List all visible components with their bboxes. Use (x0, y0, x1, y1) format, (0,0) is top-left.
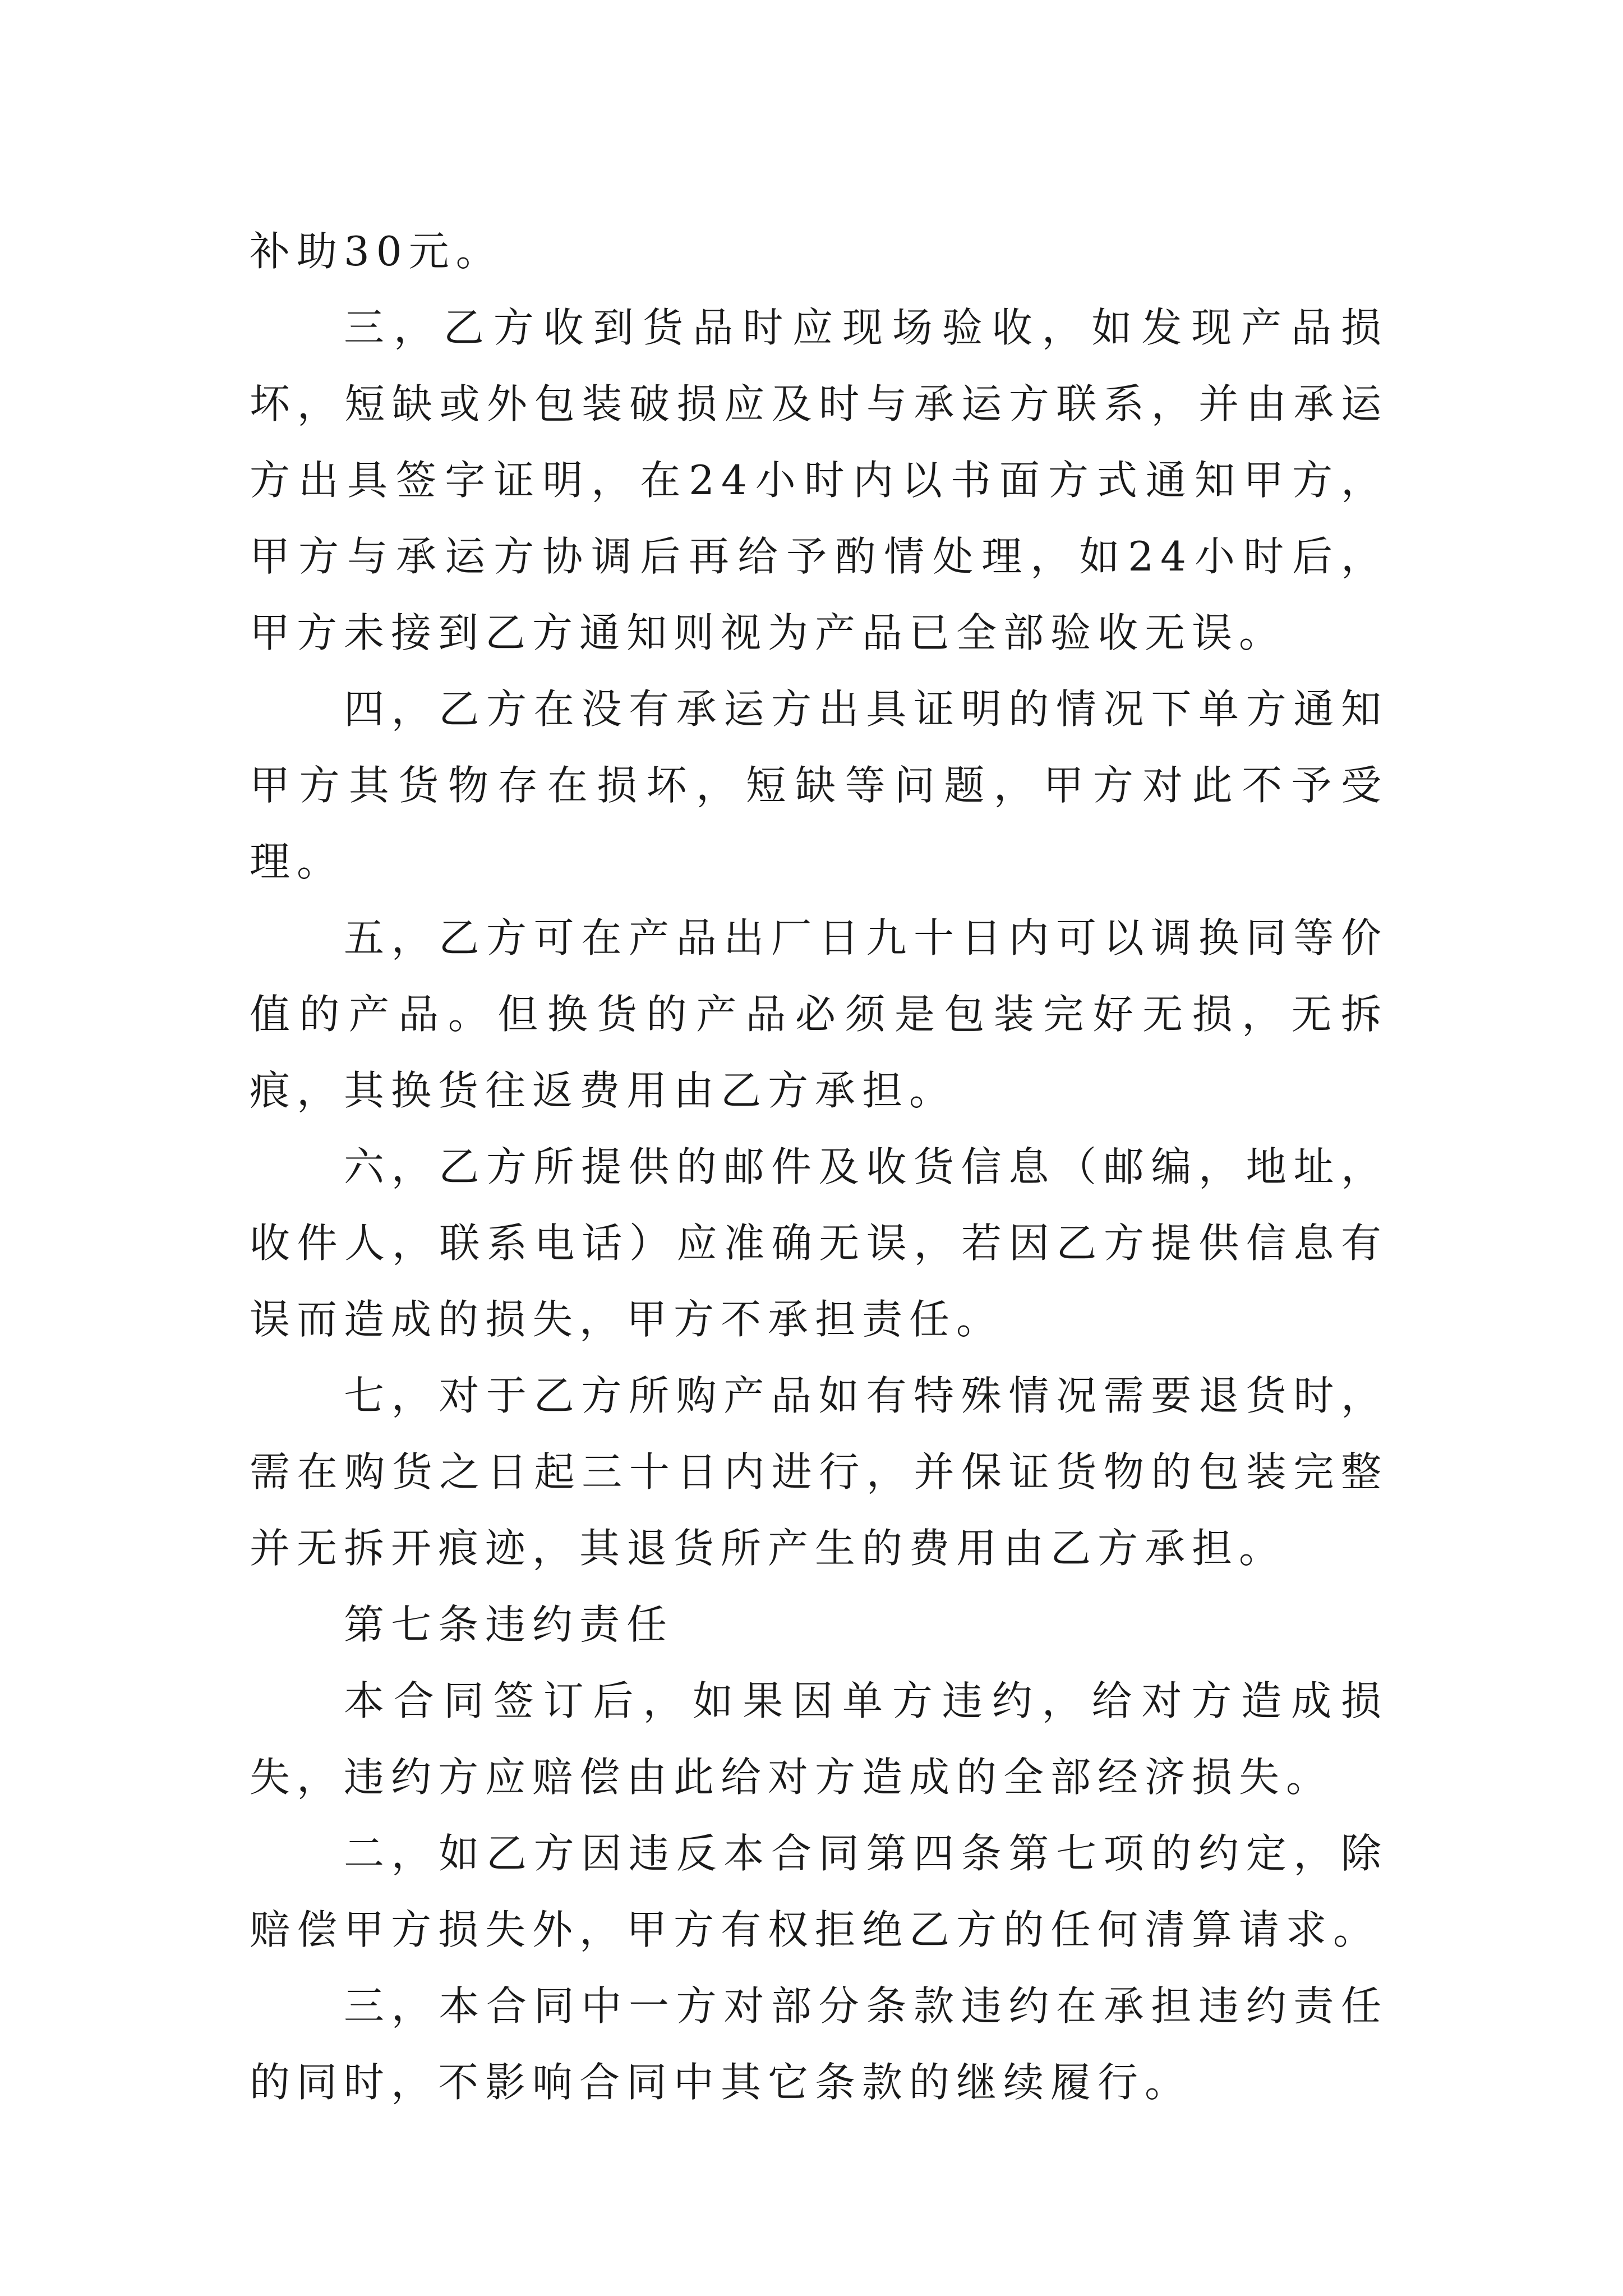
paragraph-breach-item-2: 二，如乙方因违反本合同第四条第七项的约定，除赔偿甲方损失外，甲方有权拒绝乙方的任何清算请求。 (250, 1830, 1388, 1953)
paragraph-clause-4-unverified-claims: 四，乙方在没有承运方出具证明的情况下单方通知甲方其货物存在损坏，短缺等问题，甲方对此不予受理。 (250, 685, 1388, 885)
paragraph-clause-3-inspection: 三，乙方收到货品时应现场验收，如发现产品损坏，短缺或外包装破损应及时与承运方联系，并由承运方出具签字证明，在24小时内以书面方式通知甲方，甲方与承运方协调后再给予酌情处理，如24小时后，甲方未接到乙方通知则视为产品已全部验收无误。 (250, 304, 1388, 656)
paragraph-clause-7-returns: 七，对于乙方所购产品如有特殊情况需要退货时，需在购货之日起三十日内进行，并保证货物的包装完整并无拆开痕迹，其退货所产生的费用由乙方承担。 (250, 1372, 1388, 1572)
paragraph-clause-5-exchange: 五，乙方可在产品出厂日九十日内可以调换同等价值的产品。但换货的产品必须是包装完好无损，无拆痕，其换货往返费用由乙方承担。 (250, 914, 1388, 1114)
paragraph-breach-item-3: 三，本合同中一方对部分条款违约在承担违约责任的同时，不影响合同中其它条款的继续履行。 (250, 1982, 1388, 2106)
paragraph-subsidy-continuation: 补助30元。 (250, 228, 503, 275)
document-body (250, 213, 1388, 2120)
paragraph-breach-compensation: 本合同签订后，如果因单方违约，给对方造成损失，违约方应赔偿由此给对方造成的全部经济损失。 (250, 1677, 1388, 1801)
section-heading-article-7: 第七条违约责任 (344, 1601, 674, 1648)
paragraph-clause-6-shipping-info: 六，乙方所提供的邮件及收货信息（邮编，地址，收件人，联系电话）应准确无误，若因乙方提供信息有误而造成的损失，甲方不承担责任。 (250, 1143, 1388, 1343)
